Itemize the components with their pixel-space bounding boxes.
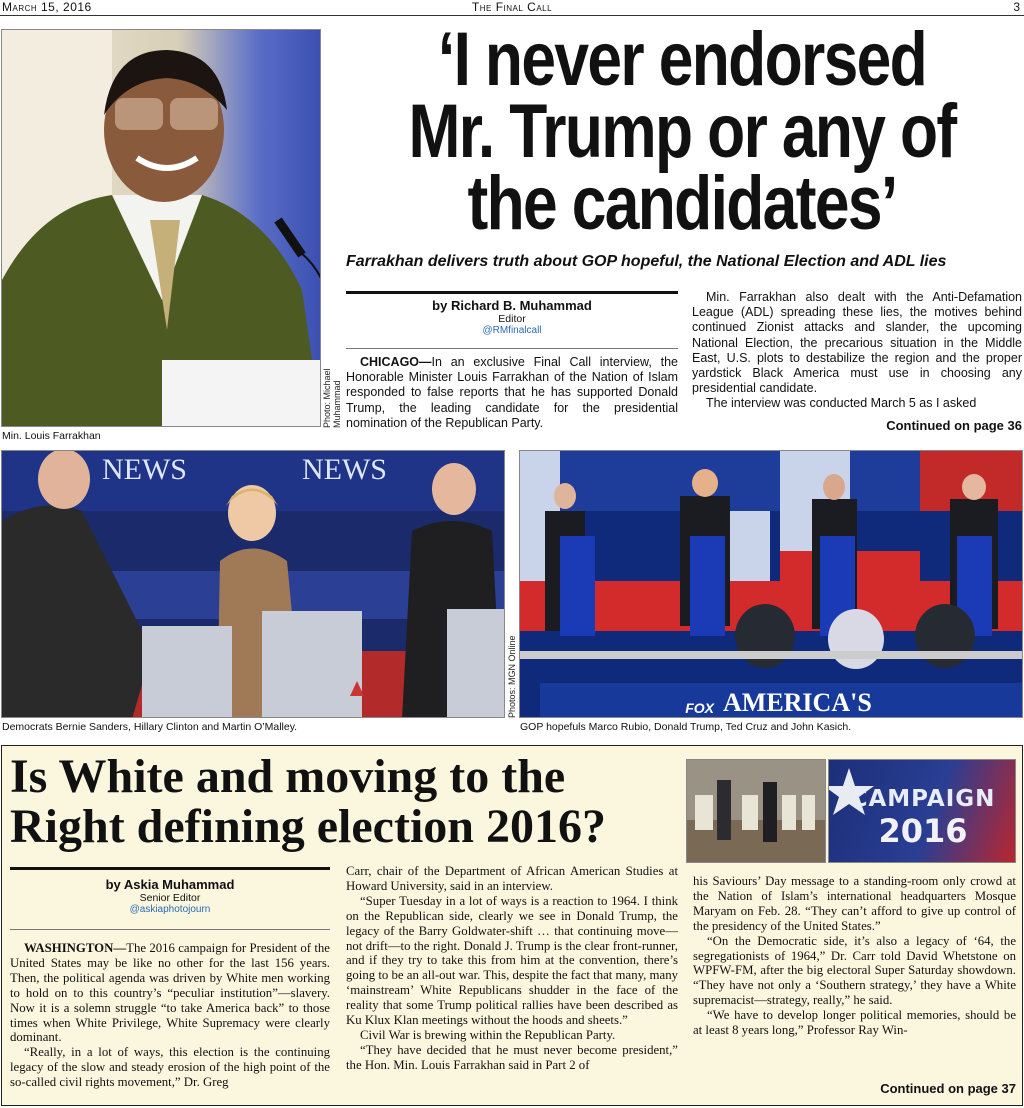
headline-line: ‘I never endorsed — [437, 17, 927, 102]
campaign-2016-logo — [828, 759, 1016, 863]
dateline: WASHINGTON— — [24, 941, 127, 955]
byline-rule — [346, 348, 678, 349]
byline-rule — [10, 929, 330, 930]
campaign-logo-line1: CAMPAIGN — [850, 786, 996, 812]
story-paragraph: his Saviours’ Day message to a standing-room only crowd at the Nation of Islam’s international headquarters Mosque Maryam on Feb. 28. “They can’t afford to give up control of the presidency of the United States.” — [693, 874, 1016, 933]
story-headline — [10, 752, 680, 852]
screen-text: NEWS — [102, 453, 187, 486]
byline — [10, 877, 330, 915]
farrakhan-photo — [1, 29, 321, 427]
running-header — [0, 0, 1024, 16]
photo-caption: Min. Louis Farrakhan — [2, 430, 101, 442]
screen-text: NEWS — [302, 453, 387, 486]
fox-logo: FOX — [685, 700, 714, 716]
photo-caption: GOP hopefuls Marco Rubio, Donald Trump, Ted Cruz and John Kasich. — [520, 721, 852, 733]
story-paragraph: “We have to develop longer political memories, should be at least 8 years long,” Professor Ray Win- — [693, 1008, 1016, 1038]
headline-line: Is White and moving to the — [10, 750, 566, 803]
byline — [346, 298, 678, 336]
story-column — [346, 864, 678, 1073]
photo-credit: Photo: Michael Muhammad — [322, 368, 342, 428]
gop-debate-photo — [519, 450, 1023, 718]
photo-credit: Photos: MGN Online — [507, 635, 517, 718]
story-paragraph: “On the Democratic side, it’s also a legacy of ‘64, the segregationists of 1964,” Dr. Carr told David Whetstone on WPFW-FM, after the big electoral Super Saturday showdown. “They have not only a ‘Southern strategy,’ they have a White supremacist—strategy, really,” he said. — [693, 933, 1016, 1008]
headline-deck: Farrakhan delivers truth about GOP hopeful, the National Election and ADL lies — [346, 253, 947, 270]
story-paragraph: “Really, in a lot of ways, this election is the continuing legacy of the slow and steady erosion of the high point of the so-called civil rights movement,” Dr. Greg — [10, 1045, 330, 1090]
story-column — [10, 941, 330, 1090]
issue-date: March 15, 2016 — [2, 0, 92, 14]
page-number: 3 — [1013, 0, 1020, 14]
photo-caption: Democrats Bernie Sanders, Hillary Clinton and Martin O’Malley. — [2, 721, 298, 733]
headline-line: Mr. Trump or any of — [408, 89, 956, 174]
campaign-logo-line2: 2016 — [878, 812, 968, 850]
byline-rule — [10, 867, 330, 870]
banner-text: AMERICA'S — [723, 688, 872, 717]
byline-name: by Askia Muhammad — [105, 877, 235, 892]
story-column — [692, 290, 1022, 412]
headline-line: the candidates’ — [467, 161, 897, 246]
story-paragraph: In an exclusive Final Call interview, the Honorable Minister Louis Farrakhan of the Nation of Islam responded to false reports that he has supported Donald Trump, the leading candidate for the presidential nomination of the Republican Party. — [346, 355, 678, 430]
story-paragraph: The 2016 campaign for President of the United States may be like no other for the last 156 years. Then, the political agenda was driven by White men working to hold on to this country’s “peculiar institution”—slavery. Now it is a solemn struggle “to take America back” to those times when White Privilege, White Supremacy were clearly dominant. — [10, 941, 330, 1045]
byline-role: Senior Editor — [139, 892, 201, 904]
main-headline — [402, 17, 963, 246]
headline-line: Right defining election 2016? — [10, 800, 606, 853]
byline-rule — [346, 291, 678, 294]
continued-link[interactable]: Continued on page 36 — [886, 418, 1022, 433]
dateline: CHICAGO— — [360, 355, 432, 369]
story-paragraph: “Super Tuesday in a lot of ways is a reaction to 1964. I think on the Republican side, clearly we see in Donald Trump, the legacy of the Barry Goldwater-shift … that continuing move—not drift—to the right. Donald J. Trump is the clear front-runner, and if they try to take this from him at the convention, there’s going to be an all-out war. This, despite the fact that many, many ‘mainstream’ White Republicans shudder in the face of the reality that some Trump political rallies have been described as Ku Klux Klan meetings without the hoods and sheets.” — [346, 893, 678, 1028]
byline-handle: @askiaphotojourn — [129, 904, 211, 915]
byline-role: Editor — [498, 313, 526, 325]
continued-link[interactable]: Continued on page 37 — [880, 1081, 1016, 1096]
story-paragraph: Carr, chair of the Department of African American Studies at Howard University, said in an interview. — [346, 864, 678, 893]
story-paragraph: “They have decided that he must never become president,” the Hon. Min. Louis Farrakhan said in Part 2 of — [346, 1042, 678, 1072]
byline-handle: @RMfinalcall — [482, 325, 542, 336]
story-column — [693, 874, 1016, 1038]
voting-photo — [686, 759, 826, 863]
byline-name: by Richard B. Muhammad — [432, 298, 592, 313]
story-paragraph: The interview was conducted March 5 as I asked — [706, 396, 977, 411]
story-paragraph: Civil War is brewing within the Republican Party. — [360, 1027, 616, 1042]
democrats-debate-photo — [1, 450, 505, 718]
publication-name: The Final Call — [471, 0, 553, 14]
story-paragraph: Min. Farrakhan also dealt with the Anti-Defamation League (ADL) spreading these lies, the motives behind continued Zionist attacks and slander, the upcoming National Election, the precarious situation in the Middle East, U.S. plots to destabilize the region and the proper yardstick Black America must use in choosing any presidential candidate. — [692, 290, 1022, 396]
story-column — [346, 355, 678, 431]
